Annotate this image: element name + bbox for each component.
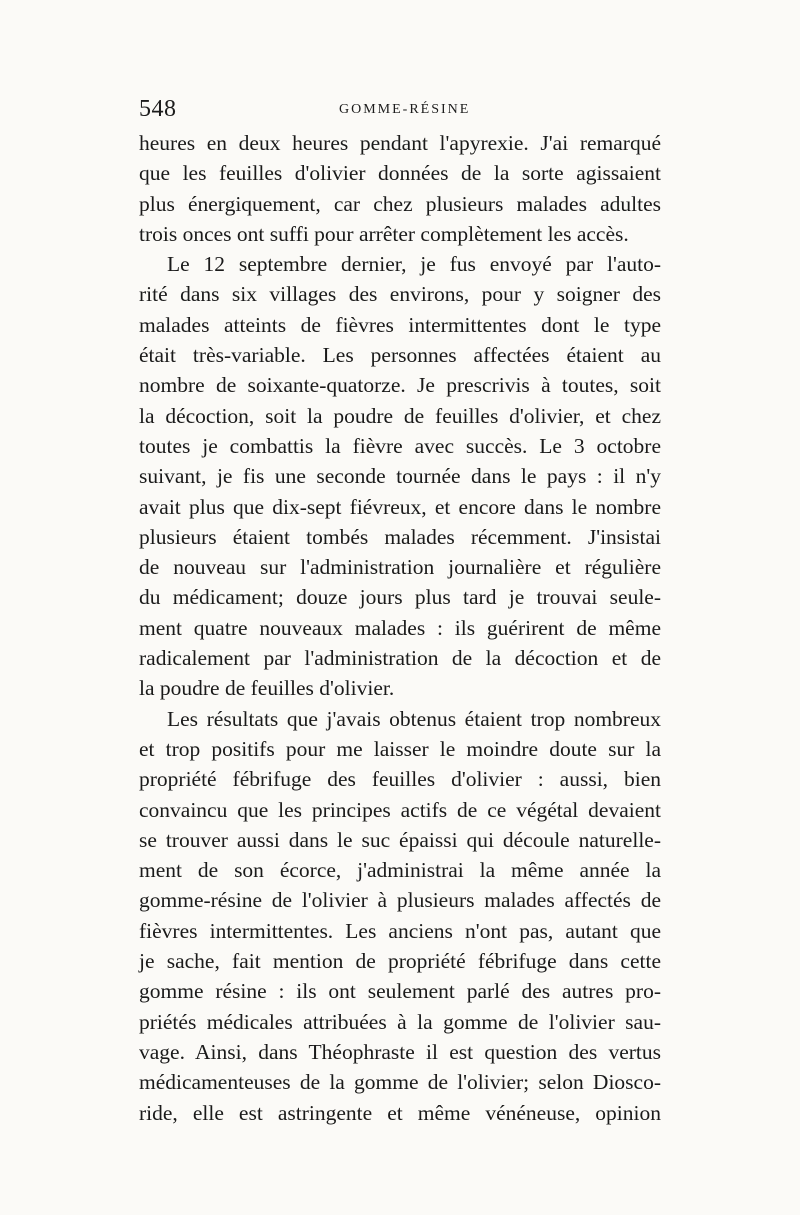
text-line: avait plus que dix-sept fiévreux, et encore dans le nombre — [139, 494, 661, 519]
running-head: GOMME-RÉSINE — [339, 102, 471, 117]
text-line: du médicament; douze jours plus tard je trouvai seule- — [139, 585, 661, 610]
text-line: je sache, fait mention de propriété fébrifuge dans cette — [139, 949, 661, 974]
paragraph-start-line: Le 12 septembre dernier, je fus envoyé par l'auto- — [167, 252, 661, 277]
text-line: fièvres intermittentes. Les anciens n'ont pas, autant que — [139, 918, 661, 943]
text-line: propriété fébrifuge des feuilles d'olivier : aussi, bien — [139, 767, 661, 792]
text-line: rité dans six villages des environs, pour y soigner des — [139, 282, 661, 307]
page-number: 548 — [139, 96, 177, 122]
text-line: et trop positifs pour me laisser le moindre doute sur la — [139, 736, 661, 761]
text-line: trois onces ont suffi pour arrêter complètement les accès. — [139, 221, 629, 246]
text-line: convaincu que les principes actifs de ce végétal devaient — [139, 797, 661, 822]
text-line: gomme résine : ils ont seulement parlé des autres pro- — [139, 979, 661, 1004]
text-line: ride, elle est astringente et même vénéneuse, opinion — [139, 1100, 661, 1125]
text-line: nombre de soixante-quatorze. Je prescrivis à toutes, soit — [139, 373, 661, 398]
text-line: plus énergiquement, car chez plusieurs malades adultes — [139, 191, 661, 216]
paragraph-start-line: Les résultats que j'avais obtenus étaient trop nombreux — [167, 706, 661, 731]
text-line: radicalement par l'administration de la décoction et de — [139, 646, 661, 671]
text-line: la décoction, soit la poudre de feuilles d'olivier, et chez — [139, 403, 661, 428]
text-line: se trouver aussi dans le suc épaissi qui découle naturelle- — [139, 827, 661, 852]
text-line: était très-variable. Les personnes affectées étaient au — [139, 343, 661, 368]
text-line: malades atteints de fièvres intermittentes dont le type — [139, 312, 661, 337]
text-line: ment quatre nouveaux malades : ils guérirent de même — [139, 615, 661, 640]
text-line: que les feuilles d'olivier données de la sorte agissaient — [139, 161, 661, 186]
text-line: toutes je combattis la fièvre avec succès. Le 3 octobre — [139, 433, 661, 458]
text-line: ment de son écorce, j'administrai la même année la — [139, 858, 661, 883]
text-line: la poudre de feuilles d'olivier. — [139, 676, 395, 701]
body-text — [139, 128, 661, 1128]
text-line: priétés médicales attribuées à la gomme de l'olivier sau- — [139, 1009, 661, 1034]
text-line: de nouveau sur l'administration journalière et régulière — [139, 555, 661, 580]
text-line: heures en deux heures pendant l'apyrexie. J'ai remarqué — [139, 131, 661, 155]
text-line: plusieurs étaient tombés malades récemment. J'insistai — [139, 524, 661, 549]
text-line: médicamenteuses de la gomme de l'olivier; selon Diosco- — [139, 1070, 661, 1095]
page-header — [139, 96, 661, 126]
text-line: suivant, je fis une seconde tournée dans le pays : il n'y — [139, 464, 661, 489]
text-line: vage. Ainsi, dans Théophraste il est question des vertus — [139, 1039, 661, 1064]
text-line: gomme-résine de l'olivier à plusieurs malades affectés de — [139, 888, 661, 913]
